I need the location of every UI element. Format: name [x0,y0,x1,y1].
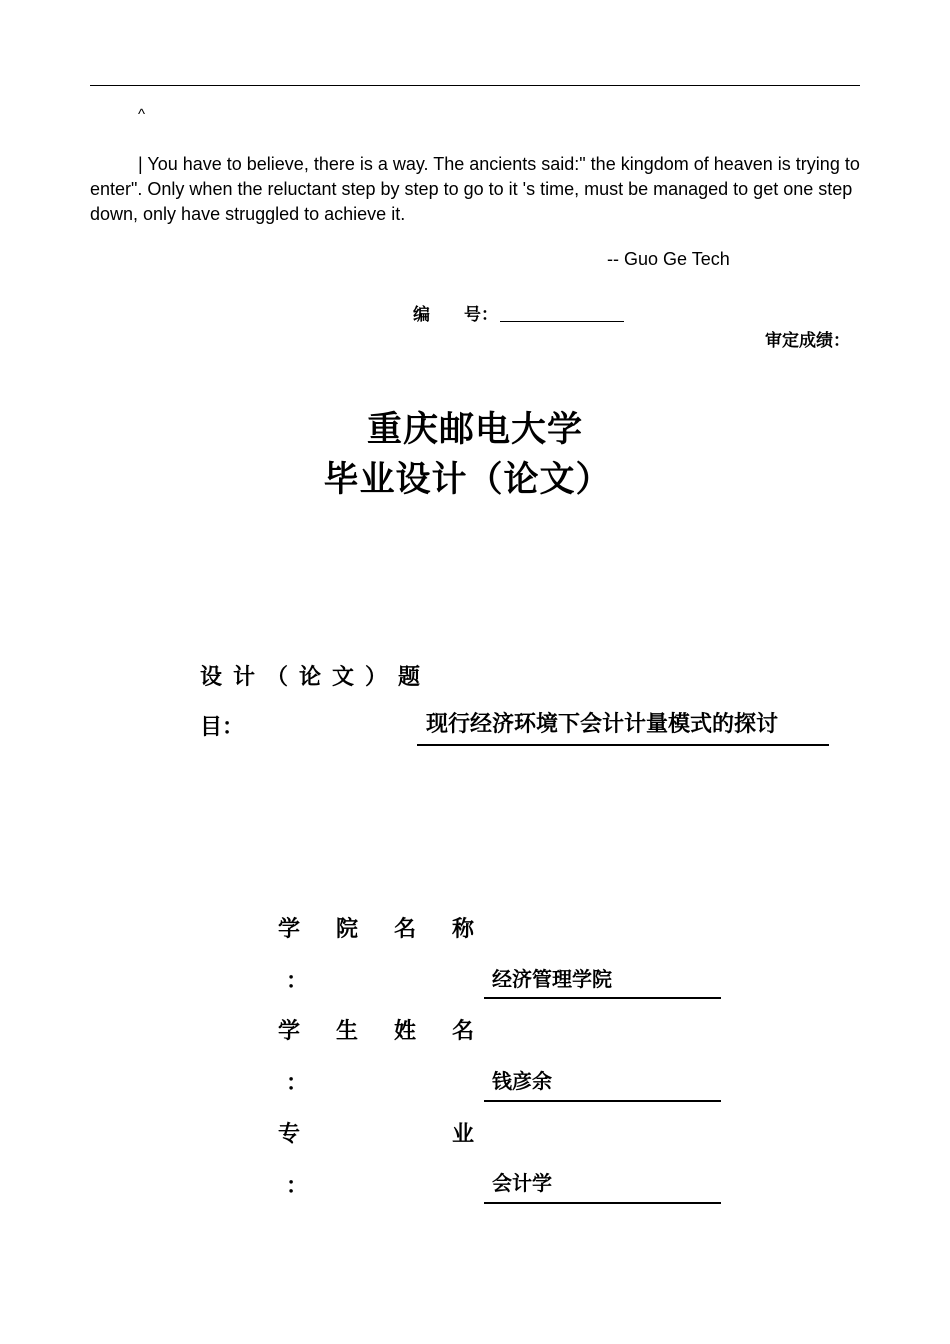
college-label [278,912,474,943]
topic-label: 设计（论文）题 [200,665,432,690]
quote-attribution: -- Guo Ge Tech [607,249,730,269]
student-name-label [278,1014,474,1045]
label-char: 专 [278,1122,301,1147]
serial-number-row [413,300,624,325]
major-value: 会计学 [492,1171,552,1195]
label-char: 生 [335,1019,358,1044]
quote-paragraph: | You have to believe, there is a way. The ancients said:" the kingdom of heaven is trying to enter". Only when the reluctant step by step to go to it 's time, must be managed to get one step down, only have struggled to achieve it. [90,154,860,224]
label-char: 姓 [393,1019,416,1044]
thesis-heading: 毕业设计（论文） [323,460,612,500]
topic-value: 现行经济环境下会计计量模式的探讨 [426,712,779,737]
college-underline [484,997,721,999]
label-char: 名 [451,1019,474,1044]
major-colon: ： [286,1174,309,1199]
major-label [278,1117,474,1148]
serial-number-blank [500,305,624,322]
major-underline [484,1202,721,1204]
topic-label-cont: 目： [200,715,245,740]
label-char: 学 [278,1019,301,1044]
student-name-value: 钱彦余 [492,1069,552,1093]
caret-mark: ^ [138,106,146,123]
label-char: 学 [278,917,301,942]
serial-label-1: 编 [413,305,430,325]
college-value: 经济管理学院 [492,967,612,991]
label-char: 称 [451,917,474,942]
topic-underline [417,744,829,746]
student-name-underline [484,1100,721,1102]
university-name: 重庆邮电大学 [366,410,583,450]
header-rule [90,85,860,86]
college-colon: ： [286,969,309,994]
student-name-colon: ： [286,1071,309,1096]
label-char: 院 [335,917,358,942]
label-char: 业 [451,1122,474,1147]
label-char: 名 [393,917,416,942]
grade-label: 审定成绩： [765,331,850,351]
serial-label-2: 号： [464,305,498,325]
